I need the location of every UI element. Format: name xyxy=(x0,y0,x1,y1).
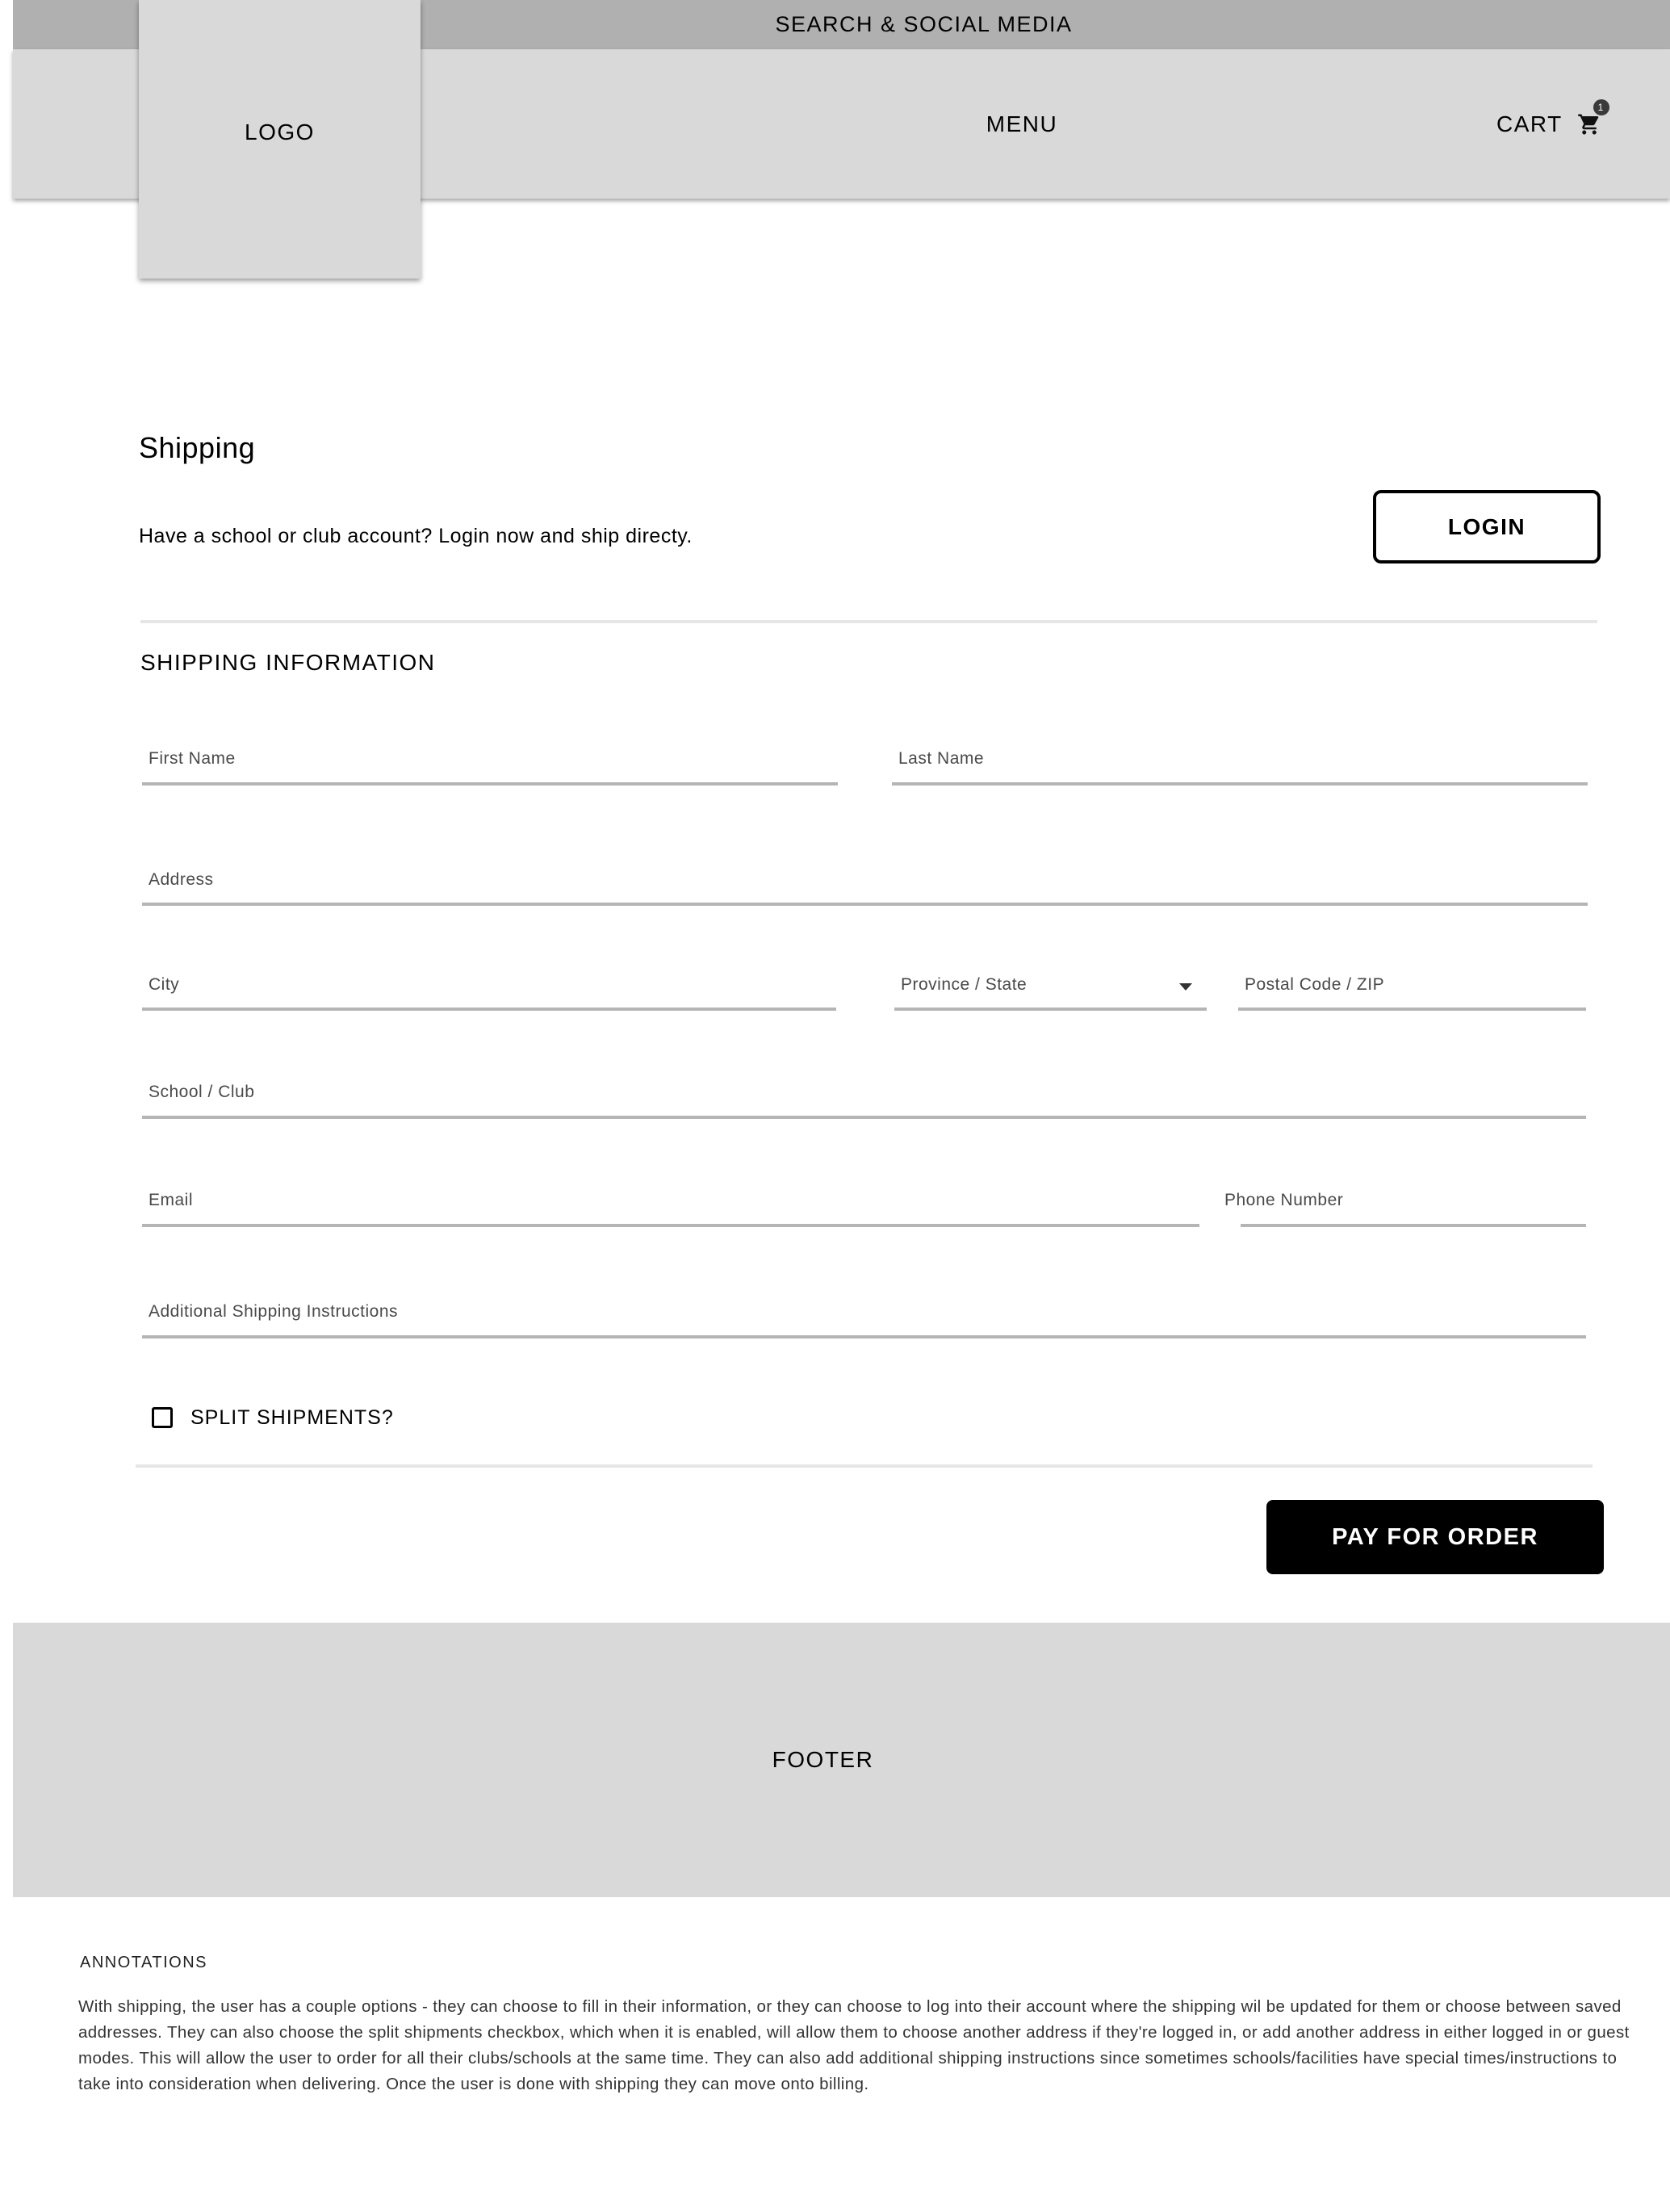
phone-number-field[interactable] xyxy=(1224,1184,1586,1227)
site-footer: FOOTER xyxy=(13,1623,1670,1897)
city-label: City xyxy=(149,975,180,994)
annotations-body: With shipping, the user has a couple options - they can choose to fill in their information, or they can choose to log into their account where the shipping wil be updated for them or choose between saved addresses. They can also choose the split shipments checkbox, which when it is enabled, will allow them to choose another address if they're logged in, or add another address in either logged in or guest modes. This will allow the user to order for all their clubs/schools at the same time. They can also add additional shipping instructions since sometimes schools/facilities have special times/instructions to take into consideration when delivering. Once the user is done with shipping they can move onto billing. xyxy=(78,1997,1630,2093)
postal-code-label: Postal Code / ZIP xyxy=(1245,975,1385,994)
first-name-field[interactable] xyxy=(142,743,838,786)
province-state-label: Province / State xyxy=(901,975,1028,994)
last-name-field[interactable] xyxy=(892,743,1588,786)
address-field[interactable] xyxy=(142,864,1588,906)
shipping-instructions-field[interactable] xyxy=(142,1296,1586,1339)
menu-link[interactable]: MENU xyxy=(986,111,1058,136)
cart-label: CART xyxy=(1496,111,1563,136)
email-field[interactable] xyxy=(142,1184,1199,1227)
login-prompt: Have a school or club account? Login now and ship directy. xyxy=(139,525,693,547)
form-bottom-divider xyxy=(136,1464,1593,1468)
split-shipments-label: SPLIT SHIPMENTS? xyxy=(190,1406,394,1429)
email-label: Email xyxy=(149,1191,194,1209)
shipping-instructions-label: Additional Shipping Instructions xyxy=(149,1302,399,1321)
checkbox-icon[interactable] xyxy=(152,1407,173,1428)
school-club-label: School / Club xyxy=(149,1083,255,1101)
logo[interactable]: LOGO xyxy=(139,0,421,279)
cart-count-badge: 1 xyxy=(1593,99,1609,115)
city-field[interactable] xyxy=(142,969,836,1011)
split-shipments-checkbox[interactable] xyxy=(152,1405,394,1431)
postal-code-field[interactable] xyxy=(1238,969,1586,1011)
address-label: Address xyxy=(149,870,214,889)
login-button[interactable]: LOGIN xyxy=(1373,490,1601,563)
section-divider xyxy=(140,620,1597,623)
search-social-media-bar[interactable]: SEARCH & SOCIAL MEDIA xyxy=(775,12,1073,36)
last-name-label: Last Name xyxy=(898,749,985,768)
phone-number-label: Phone Number xyxy=(1224,1191,1344,1209)
shipping-information-heading: SHIPPING INFORMATION xyxy=(140,650,436,675)
school-club-field[interactable] xyxy=(142,1076,1586,1119)
dropdown-caret-icon xyxy=(1179,983,1192,991)
shopping-cart-icon xyxy=(1577,101,1605,136)
page-title: Shipping xyxy=(139,431,256,464)
cart-link[interactable] xyxy=(1496,49,1605,199)
annotations-heading: ANNOTATIONS xyxy=(80,1954,207,1971)
pay-for-order-button[interactable]: PAY FOR ORDER xyxy=(1266,1500,1604,1574)
province-state-select[interactable] xyxy=(894,969,1207,1011)
first-name-label: First Name xyxy=(149,749,236,768)
